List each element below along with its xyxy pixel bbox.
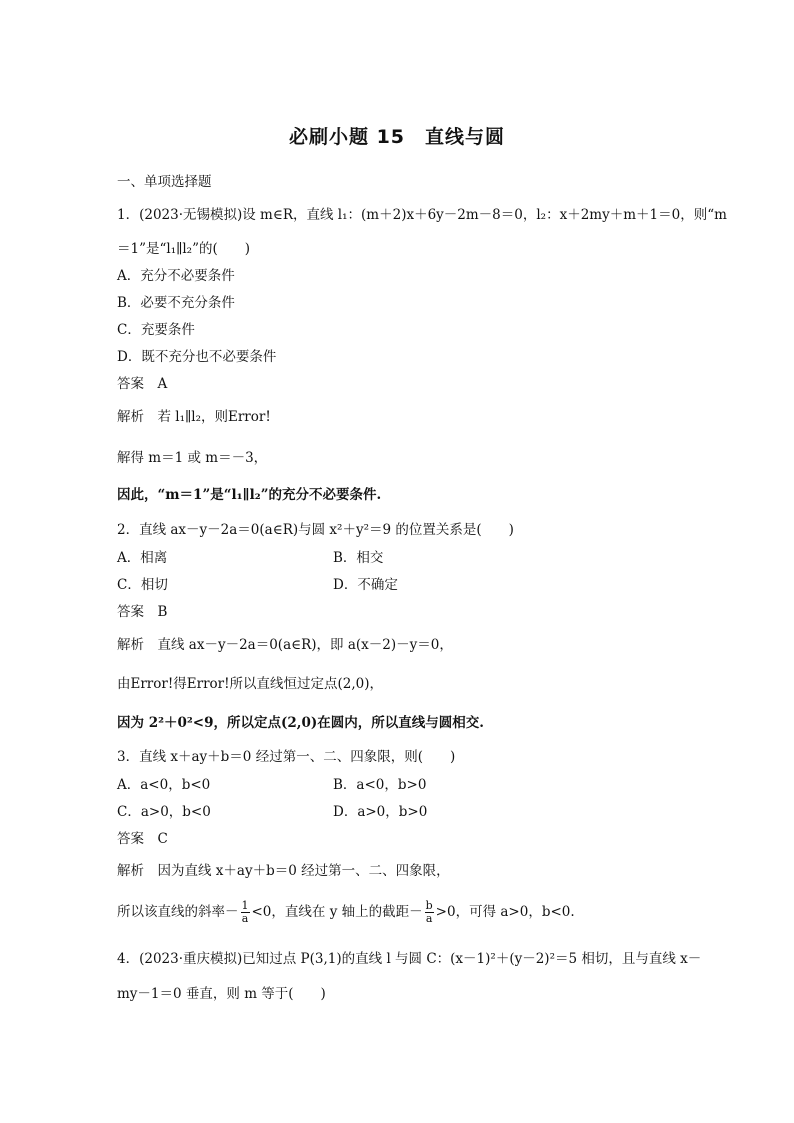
analysis-line: 解析 若 l₁∥l₂，则Error! (117, 409, 271, 425)
fraction (425, 900, 434, 925)
option-d: D．不确定 (333, 577, 398, 593)
option-d: D．既不充分也不必要条件 (117, 349, 277, 365)
option-b: B．相交 (333, 550, 384, 566)
section-heading: 一、单项选择题 (117, 174, 212, 190)
analysis-line: 因为 2²＋0²<9，所以定点(2,0)在圆内，所以直线与圆相交. (117, 715, 484, 731)
fraction-denominator: a (425, 912, 433, 925)
analysis-line: 解析 因为直线 x＋ay＋b＝0 经过第一、二、四象限， (117, 863, 450, 879)
option-a: A．a<0，b<0 (117, 777, 211, 793)
option-c: C．相切 (117, 577, 168, 593)
option-c: C．a>0，b<0 (117, 804, 211, 820)
fraction-numerator: b (425, 899, 433, 912)
fraction-numerator: 1 (241, 899, 249, 912)
analysis-line: 解得 m＝1 或 m＝－3， (117, 450, 268, 466)
question-4-text-cont: my－1＝0 垂直，则 m 等于( ) (117, 986, 326, 1002)
answer: 答案 A (117, 376, 168, 392)
option-b: B．a<0，b>0 (333, 777, 427, 793)
fraction-denominator: a (241, 912, 249, 925)
question-1-text: 1．(2023·无锡模拟)设 m∈R，直线 l₁：(m＋2)x＋6y－2m－8＝0，l₂：x＋2my＋m＋1＝0，则“m (117, 207, 727, 223)
analysis-text: 所以该直线的斜率－ (117, 904, 239, 920)
analysis-line: 解析 直线 ax－y－2a＝0(a∈R)，即 a(x－2)－y＝0， (117, 637, 453, 653)
option-a: A．充分不必要条件 (117, 268, 235, 284)
question-1-text-cont: ＝1”是“l₁∥l₂”的( ) (117, 241, 251, 257)
answer: 答案 C (117, 831, 168, 847)
question-4-text: 4．(2023·重庆模拟)已知过点 P(3,1)的直线 l 与圆 C：(x－1)²＋(y－2)²＝5 相切，且与直线 x－ (117, 951, 702, 967)
fraction (241, 900, 250, 925)
analysis-text: >0，可得 a>0，b<0. (435, 904, 575, 920)
question-2-text: 2．直线 ax－y－2a＝0(a∈R)与圆 x²＋y²＝9 的位置关系是( ) (117, 522, 514, 538)
option-d: D．a>0，b>0 (333, 804, 428, 820)
option-c: C．充要条件 (117, 322, 195, 338)
option-a: A．相离 (117, 550, 168, 566)
page-title: 必刷小题 15 直线与圆 (288, 126, 506, 148)
answer: 答案 B (117, 604, 168, 620)
analysis-line-with-fractions (117, 900, 575, 925)
analysis-line: 因此，“m＝1”是“l₁∥l₂”的充分不必要条件. (117, 487, 382, 503)
option-b: B．必要不充分条件 (117, 295, 235, 311)
question-3-text: 3．直线 x＋ay＋b＝0 经过第一、二、四象限，则( ) (117, 749, 456, 765)
analysis-text: <0，直线在 y 轴上的截距－ (251, 904, 423, 920)
analysis-line: 由Error!得Error!所以直线恒过定点(2,0)， (117, 676, 384, 692)
